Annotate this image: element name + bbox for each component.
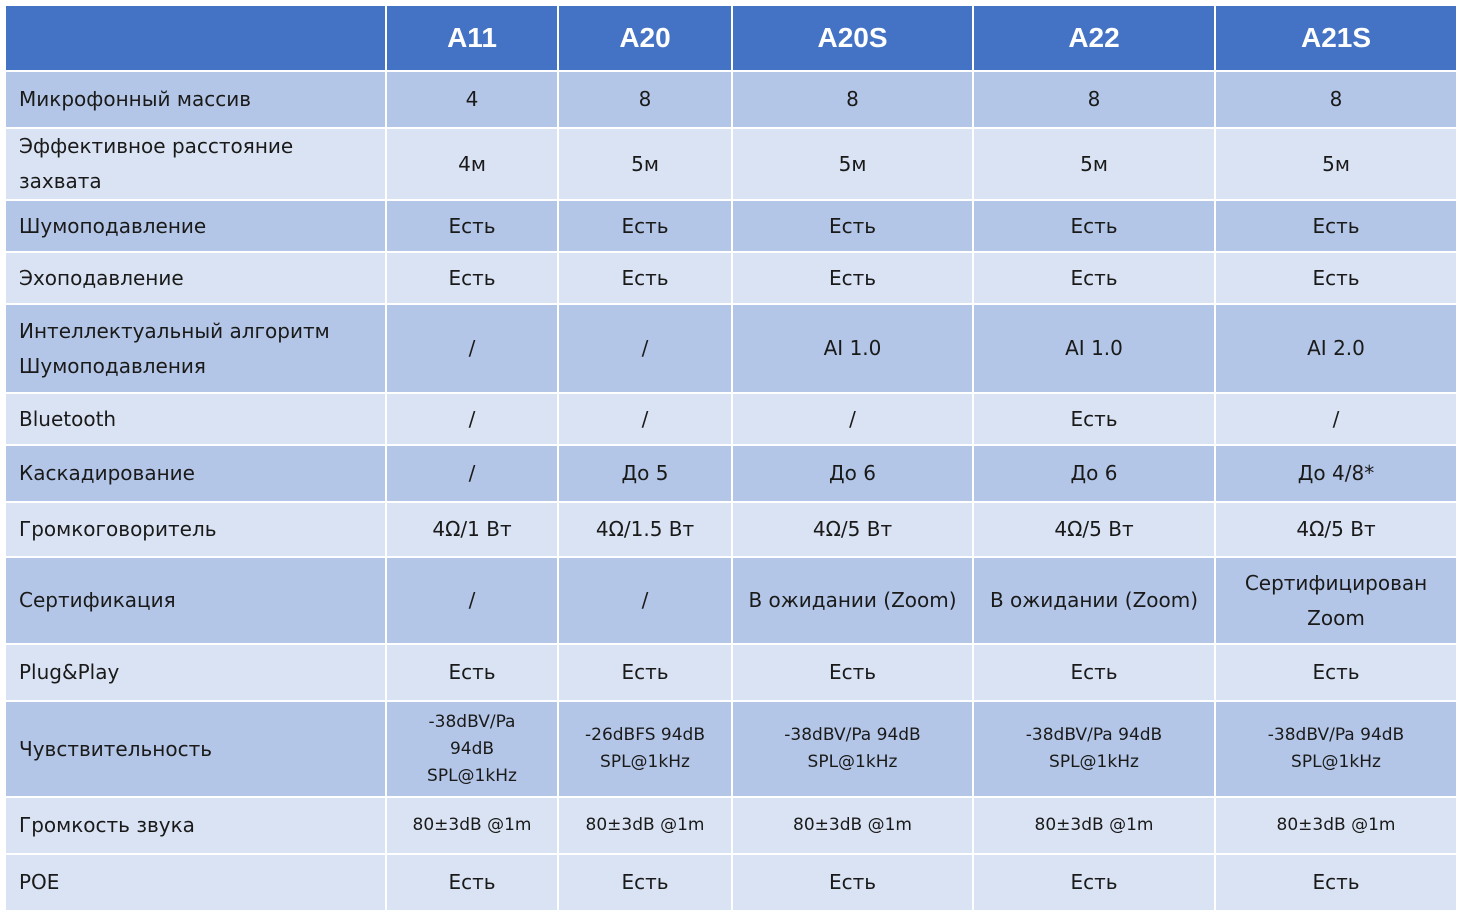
- table-cell: Есть: [386, 252, 558, 304]
- row-label: Каскадирование: [5, 445, 386, 502]
- header-a21s: A21S: [1215, 5, 1457, 71]
- table-row: [5, 393, 1457, 445]
- table-row: [5, 701, 1457, 797]
- row-label: Шумоподавление: [5, 200, 386, 252]
- table-cell: В ожидании (Zoom): [732, 557, 973, 644]
- row-label: Эхоподавление: [5, 252, 386, 304]
- table-cell: 80±3dB @1m: [386, 797, 558, 854]
- table-cell: -26dBFS 94dB SPL@1kHz: [558, 701, 732, 797]
- table-cell: 80±3dB @1m: [732, 797, 973, 854]
- table-cell: 80±3dB @1m: [1215, 797, 1457, 854]
- row-label: Эффективное расстояние захвата: [5, 128, 386, 200]
- table-cell: -38dBV/Pa 94dB SPL@1kHz: [386, 701, 558, 797]
- table-cell: Есть: [1215, 644, 1457, 701]
- table-cell: До 4/8*: [1215, 445, 1457, 502]
- row-label: Интеллектуальный алгоритм Шумоподавления: [5, 304, 386, 393]
- table-cell: /: [386, 393, 558, 445]
- table-cell: Есть: [973, 200, 1215, 252]
- header-a20s: A20S: [732, 5, 973, 71]
- table-cell: Есть: [973, 393, 1215, 445]
- table-cell: 80±3dB @1m: [558, 797, 732, 854]
- table-cell: До 6: [732, 445, 973, 502]
- table-cell: 8: [558, 71, 732, 128]
- header-a22: A22: [973, 5, 1215, 71]
- table-cell: 4Ω/1.5 Вт: [558, 502, 732, 557]
- table-row: [5, 200, 1457, 252]
- table-cell: 4Ω/5 Вт: [1215, 502, 1457, 557]
- table-cell: 80±3dB @1m: [973, 797, 1215, 854]
- spec-comparison-table: [4, 4, 1458, 912]
- row-label: Сертификация: [5, 557, 386, 644]
- table-cell: 5м: [973, 128, 1215, 200]
- table-cell: /: [386, 304, 558, 393]
- table-cell: /: [558, 304, 732, 393]
- row-label: Микрофонный массив: [5, 71, 386, 128]
- table-cell: Есть: [386, 200, 558, 252]
- header-row: [5, 5, 1457, 71]
- table-cell: Есть: [1215, 252, 1457, 304]
- table-cell: 8: [973, 71, 1215, 128]
- row-label: Plug&Play: [5, 644, 386, 701]
- table-cell: Есть: [732, 644, 973, 701]
- table-cell: Есть: [1215, 854, 1457, 911]
- table-row: [5, 502, 1457, 557]
- table-row: [5, 252, 1457, 304]
- table-cell: 4м: [386, 128, 558, 200]
- table-row: [5, 445, 1457, 502]
- table-cell: Есть: [1215, 200, 1457, 252]
- table-cell: Сертифицирован Zoom: [1215, 557, 1457, 644]
- row-label: Чувствительность: [5, 701, 386, 797]
- table-cell: /: [386, 445, 558, 502]
- table-cell: Есть: [973, 644, 1215, 701]
- table-cell: 4Ω/5 Вт: [973, 502, 1215, 557]
- table-cell: 5м: [558, 128, 732, 200]
- header-a11: A11: [386, 5, 558, 71]
- table-cell: 4Ω/5 Вт: [732, 502, 973, 557]
- table-row: [5, 128, 1457, 200]
- table-row: [5, 854, 1457, 911]
- table-cell: /: [732, 393, 973, 445]
- row-label: Bluetooth: [5, 393, 386, 445]
- row-label: Громкость звука: [5, 797, 386, 854]
- table-cell: Есть: [558, 854, 732, 911]
- table-cell: /: [1215, 393, 1457, 445]
- table-cell: 8: [1215, 71, 1457, 128]
- table-cell: Есть: [386, 854, 558, 911]
- table-cell: 5м: [1215, 128, 1457, 200]
- table-cell: 5м: [732, 128, 973, 200]
- table-cell: Есть: [386, 644, 558, 701]
- table-cell: В ожидании (Zoom): [973, 557, 1215, 644]
- table-cell: /: [558, 393, 732, 445]
- table-cell: AI 1.0: [732, 304, 973, 393]
- table-cell: -38dBV/Pa 94dB SPL@1kHz: [732, 701, 973, 797]
- table-row: [5, 797, 1457, 854]
- table-cell: -38dBV/Pa 94dB SPL@1kHz: [973, 701, 1215, 797]
- table-cell: Есть: [558, 644, 732, 701]
- row-label: Громкоговоритель: [5, 502, 386, 557]
- table-cell: -38dBV/Pa 94dB SPL@1kHz: [1215, 701, 1457, 797]
- table-cell: Есть: [732, 854, 973, 911]
- table-cell: Есть: [732, 252, 973, 304]
- table-row: [5, 304, 1457, 393]
- header-a20: A20: [558, 5, 732, 71]
- table-row: [5, 644, 1457, 701]
- table-cell: 4: [386, 71, 558, 128]
- table-cell: /: [386, 557, 558, 644]
- table-cell: /: [558, 557, 732, 644]
- table-cell: AI 2.0: [1215, 304, 1457, 393]
- header-corner: [5, 5, 386, 71]
- table-cell: AI 1.0: [973, 304, 1215, 393]
- table-cell: Есть: [732, 200, 973, 252]
- table-row: [5, 557, 1457, 644]
- table-row: [5, 71, 1457, 128]
- row-label: POE: [5, 854, 386, 911]
- table-cell: Есть: [973, 854, 1215, 911]
- table-cell: Есть: [558, 200, 732, 252]
- table-cell: 8: [732, 71, 973, 128]
- table-cell: Есть: [558, 252, 732, 304]
- table-cell: До 5: [558, 445, 732, 502]
- table-cell: Есть: [973, 252, 1215, 304]
- table-cell: До 6: [973, 445, 1215, 502]
- table-cell: 4Ω/1 Вт: [386, 502, 558, 557]
